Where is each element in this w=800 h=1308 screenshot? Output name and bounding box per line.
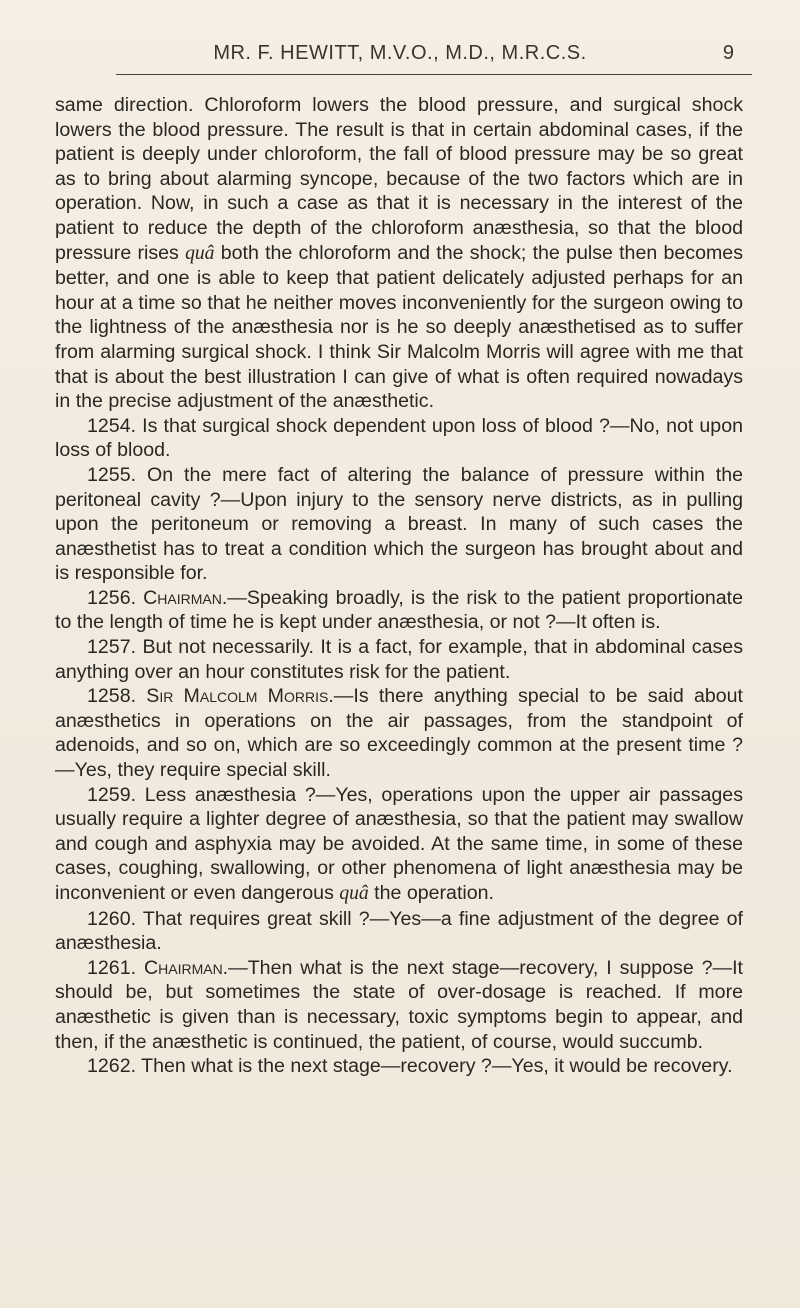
paragraph-1259 [55,783,743,907]
paragraph-continuation [55,93,743,414]
paragraph-1260 [55,907,743,956]
paragraph-number: 1257. [87,636,137,659]
body-text [55,93,743,1079]
paragraph-1257 [55,635,743,684]
paragraph-1256 [55,586,743,635]
paragraph-text: Less anæsthesia ?—Yes, operations upon the upper air passages usually require a lighter degree of anæsthesia, so that the patient may swallow and cough and asphyxia may be avoided. At the same time, in some of these cases, coughing, swallowing, or other phenomena of light anæsthesia may be inconvenient or even dangerous [55,783,743,904]
paragraph-number: 1262. [87,1055,137,1078]
paragraph-1261 [55,956,743,1054]
running-title: MR. F. HEWITT, M.V.O., M.D., M.R.C.S. [213,42,587,64]
paragraph-text: same direction. Chloroform lowers the blood pressure, and surgical shock lowers the blood pressure. The result is that in certain abdominal cases, if the patient is deeply under chloroform, the fall of blood pressure may be so great as to bring about alarming syncope, because of the two factors which are in operation. Now, in such a case as that it is necessary in the interest of the patient to reduce the depth of the chloroform anæsthesia, so that the blood pressure rises [55,94,743,264]
paragraph-1255 [55,463,743,586]
paragraph-text: But not necessarily. It is a fact, for example, that in abdominal cases anything over an hour constitutes risk for the patient. [55,636,743,683]
paragraph-1262 [55,1054,743,1079]
paragraph-text-after: both the chloroform and the shock; the pulse then becomes better, and one is able to keep that patient delicately adjusted perhaps for an hour at a time so that he neither moves inconveniently for the surgeon owing to the lightness of the anæsthesia nor is he so deeply anæsthetised as to suffer from alarming surgical shock. I think Sir Malcolm Morris will agree with me that that is about the best illustration I can give of what is often required nowadays in the precise adjustment of the anæsthetic. [55,241,743,413]
paragraph-number: 1258. [87,685,137,708]
page-number: 9 [722,42,734,64]
paragraph-number: 1260. [87,907,137,930]
speaker-name: Chairman. [143,586,228,609]
paragraph-number: 1255. [87,463,137,486]
speaker-name: Chairman. [143,956,229,979]
paragraph-number: 1259. [87,783,137,806]
paragraph-text: —Is there anything special to be said about anæsthetics in operations on the air passages, from the standpoint of adenoids, and so on, which are so exceedingly common at the present time ?—Yes, they require special skill. [55,685,743,782]
italic-term: quâ [185,242,215,264]
paragraph-text-after: the operation. [368,882,494,904]
italic-term: quâ [339,883,369,904]
paragraph-number: 1256. [87,586,137,609]
paragraph-text: —Speaking broadly, is the risk to the patient proportionate to the length of time he is kept under anæsthesia, or not ?—It often is. [55,586,743,634]
speaker-name: Sir Malcolm Morris. [146,685,334,708]
paragraph-text: Is that surgical shock dependent upon loss of blood ?—No, not upon loss of blood. [55,414,743,462]
paragraph-1258 [55,684,743,782]
paragraph-number: 1261. [87,956,137,979]
header-rule [116,74,752,75]
page-header [60,42,740,72]
paragraph-text: That requires great skill ?—Yes—a fine adjustment of the degree of anæsthesia. [55,907,744,955]
paragraph-text: Then what is the next stage—recovery ?—Yes, it would be recovery. [141,1055,733,1078]
paragraph-1254 [55,414,743,463]
paragraph-text: On the mere fact of altering the balance of pressure within the peritoneal cavity ?—Upon injury to the sensory nerve districts, as in pulling upon the peritoneum or removing a breast. In many of such cases the anæsthetist has to treat a condition which the surgeon has brought about and is responsible for. [55,463,743,585]
paragraph-text: —Then what is the next stage—recovery, I suppose ?—It should be, but sometimes the state of over-dosage is reached. If more anæsthetic is given than is necessary, toxic symptoms begin to appear, and then, if the anæsthetic is continued, the patient, of course, would succumb. [55,956,743,1053]
paragraph-number: 1254. [87,414,137,437]
